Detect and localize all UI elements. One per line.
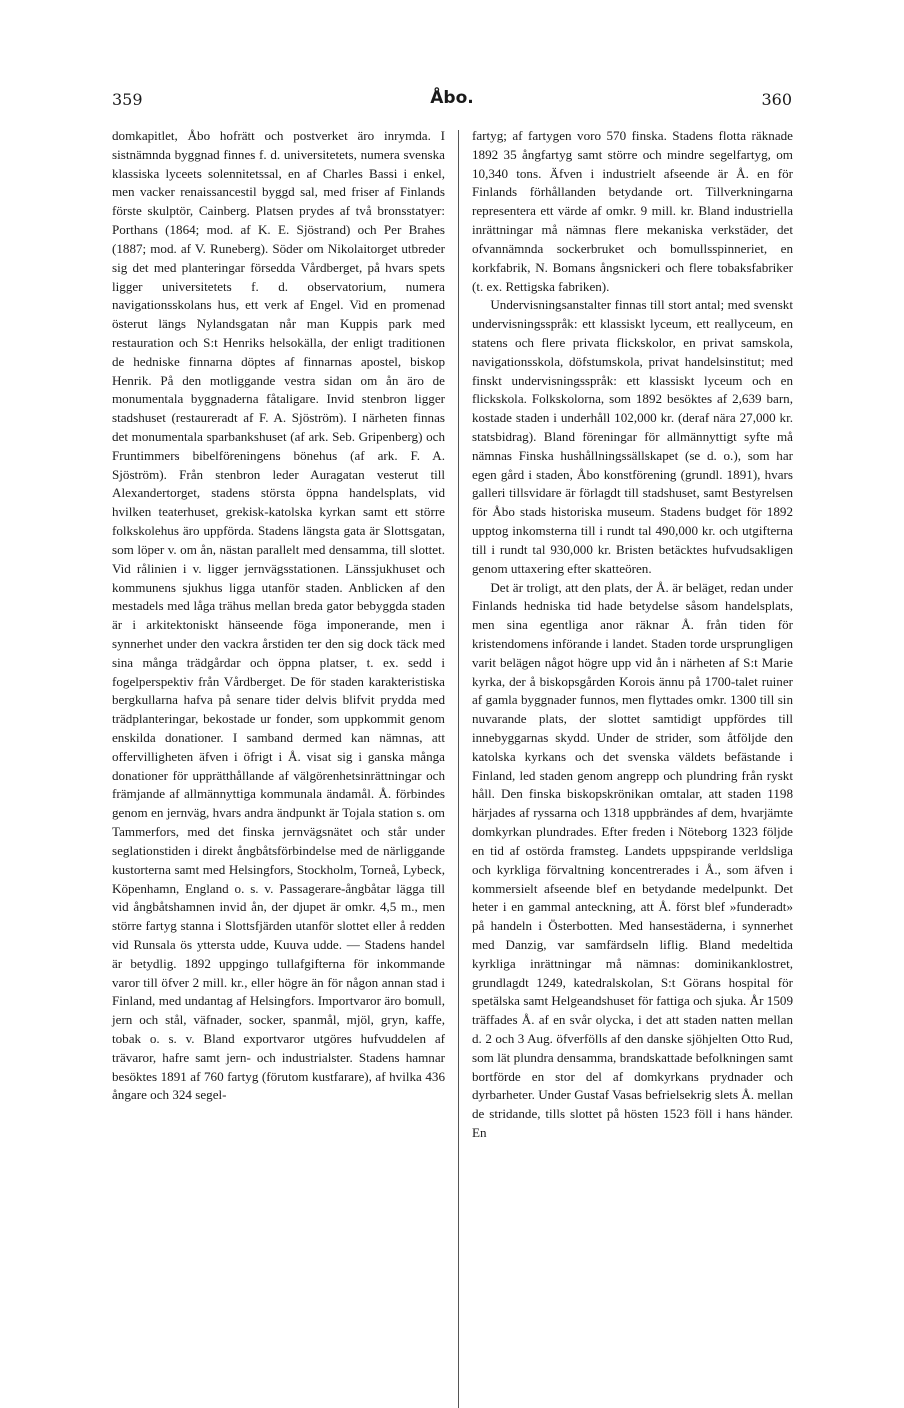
page-number-right: 360	[761, 90, 792, 109]
paragraph: fartyg; af fartygen voro 570 finska. Stadens flotta räknade 1892 35 ångfartyg samt större och mindre segelfartyg, om 10,340 tons. Äfven i industrielt afseende är Å. en för Finlands förhållanden betydande ort. Tillverkningarna representera ett värde af omkr. 9 mill. kr. Bland industriella inrättningar må nämnas flere mekaniska verkstäder, det ofvannämnda sockerbruket och bomullsspinneriet, en korkfabrik, N. Bomans ångsnickeri och flere tobaksfabriker (t. ex. Rettigska fabriken).	[472, 128, 793, 294]
page-header	[112, 90, 792, 114]
column-divider	[458, 130, 459, 1408]
paragraph: domkapitlet, Åbo hofrätt och postverket äro inrymda. I sistnämnda byggnad finnes f. d. universitetets, numera svenska klassiska lyceets solennitetssal, en af Charles Bassi i enkel, men vacker renaissancestil byggd sal, med friser af Finlands förste skulptör, Cainberg. Platsen prydes af två bronsstatyer: Porthans (1864; mod. af K. E. Sjöstrand) och Per Brahes (1887; mod. af V. Runeberg). Söder om Nikolaitorget utbreder sig det med planteringar försedda Vårdberget, på hvars spets ligger universitetets f. d. observatorium, numera navigationsskolans hus, ett verk af Engel. Vid en promenad österut längs Nylandsgatan når man Kuppis park med restauration och S:t Henriks helsokälla, der enligt traditionen de hedniske finnarna döptes af finnarnas apostel, biskop Henrik. På den motliggande vestra sidan om ån äro de monumentala byggnaderna fåtaligare. Invid stenbron ligger stadshuset (restaureradt af F. A. Sjöström). I närheten finnas det monumentala sparbankshuset (af ark. Seb. Gripenberg) och Fruntimmers bibelföreningens bönehus (af ark. F. A. Sjöström). Från stenbron leder Auragatan vesterut till Alexandertorget, stadens största öppna handelsplats, vid hvilken teaterhuset, grekisk-katolska kyrkan samt ett större folkskolehus äro uppförda. Stadens längsta gata är Slottsgatan, som löper v. om ån, nästan parallelt med densamma, till slottet. Vid rålinien i v. ligger jernvägsstationen. Länssjukhuset och kommunens sjukhus ligga utanför staden. Anblicken af den mestadels med låga trähus mellan breda gator bebyggda staden är i arkitektoniskt hänseende föga imponerande, men i synnerhet under den vackra årstiden ter den sig dock täck med sina många trädgårdar och öppna platser, t. ex. sedd i fogelperspektiv från Vårdberget. De för staden karakteristiska bergkullarna hafva på senare tider delvis blifvit prydda med trädplanteringar, bekostade ur fonder, som uppkommit genom enskilda donationer. I samband dermed kan nämnas, att offervilligheten äfven i öfrigt i Å. visat sig i ganska många donationer för upprätthållande af välgörenhetsinrättningar och främjande af allmännyttiga kommunala ändamål. Å. förbindes genom en jernväg, hvars andra ändpunkt är Tojala station s. om Tammerfors, med det finska jernvägsnätet och står under seglationstiden i direkt ångbåtsförbindelse med de närliggande kustorterna samt med Helsingfors, Stockholm, Torneå, Lybeck, Köpenhamn, England o. s. v. Passagerare-ångbåtar lägga till vid ångbåtshamnen invid ån, der djupet är omkr. 4,5 m., men större fartyg stanna i Slottsfjärden utanför slottet eller å redden vid Runsala ös yttersta udde, Kuuva udde. — Stadens handel är betydlig. 1892 uppgingo tullafgifterna för inkommande varor till öfver 2 mill. kr., eller högre än för någon annan stad i Finland, med undantag af Helsingfors. Importvaror äro bomull, jern och stål, väfnader, socker, spanmål, mjöl, gryn, kaffe, tobak o. s. v. Bland exportvaror utgöres hufvuddelen af trävaror, hafre samt jern- och industrialster. Stadens hamnar besöktes 1891 af 760 fartyg (förutom kustfarare), af hvilka 436 ångare och 324 segel-	[112, 128, 445, 1103]
running-title: Åbo.	[430, 88, 474, 108]
page-number-left: 359	[112, 90, 143, 109]
right-column	[472, 127, 793, 1143]
left-column	[112, 127, 445, 1105]
paragraph: Det är troligt, att den plats, der Å. är beläget, redan under Finlands hedniska tid hade betydelse såsom handelsplats, men sina egentliga anor räknar Å. från tiden för kristendomens införande i landet. Staden torde ursprungligen varit belägen något högre upp vid ån i närheten af S:t Marie kyrka, der å biskopsgården Korois ännu på 1700-talet ruiner af gamla byggnader funnos, men flyttades omkr. 1300 till sin nuvarande plats, der slottet samtidigt uppfördes till innebyggarnas skydd. Under de strider, som åtföljde den katolska kyrkans och det svenska väldets befästande i Finland, led staden genom angrepp och plundring från ryskt håll. Den finska biskopskrönikan omtalar, att staden 1198 härjades af ryssarna och 1318 uppbrändes af dem, hvarjämte domkyrkan plundrades. Efter freden i Nöteborg 1323 följde en tid af ostörda framsteg. Landets uppspirande verldsliga och kyrkliga förvaltning koncentrerades i Å., som äfven i kommersielt afseende blef en betydande medelpunkt. Det heter i en gammal anteckning, att Å. först blef »funderadt» på handeln i Österbotten. Med hansestäderna, i synnerhet med Danzig, var samfärdseln liflig. Bland medeltida kyrkliga inrättningar må nämnas: dominikanklostret, grundlagdt 1249, katedralskolan, S:t Görans hospital för spetälska samt Helgeandshuset för fattiga och sjuka. År 1509 träffades Å. af en svår olycka, i det att staden natten mellan d. 2 och 3 Aug. öfverfölls af den danske sjöhjelten Otto Rud, som lät plundra densamma, brandskattade befolkningen samt bortförde en stor del af domkyrkans prydnader och dyrbarheter. Under Gustaf Vasas befrielsekrig slets Å. mellan de stridande, tills slottet på hösten 1523 föll i hans händer. En	[472, 579, 793, 1141]
paragraph: Undervisningsanstalter finnas till stort antal; med svenskt undervisningsspråk: ett klassiskt lyceum, ett reallyceum, en statens och flere privata flickskolor, en privat samskola, navigationsskola, döfstumskola, privat handelsinstitut; med finskt undervisningsspråk: ett klassiskt lyceum och en flickskola. Folkskolorna, som 1892 besöktes af 2,639 barn, kostade staden i underhåll 102,000 kr. (deraf nära 27,000 kr. statsbidrag). Bland föreningar för allmännyttigt syfte må nämnas Finska hushållningssällskapet (se d. o.), som har egen gård i staden, Åbo konstförening (grundl. 1891), hvars galleri tillsvidare är förlagdt till stadshuset, samt Bestyrelsen för Åbo stads historiska museum. Stadens budget för 1892 upptog inkomsterna till i rundt tal 490,000 kr. och utgifterna till i rundt tal 930,000 kr. Bristen betäcktes hufvudsakligen genom uttaxering efter skatteören.	[472, 297, 793, 576]
